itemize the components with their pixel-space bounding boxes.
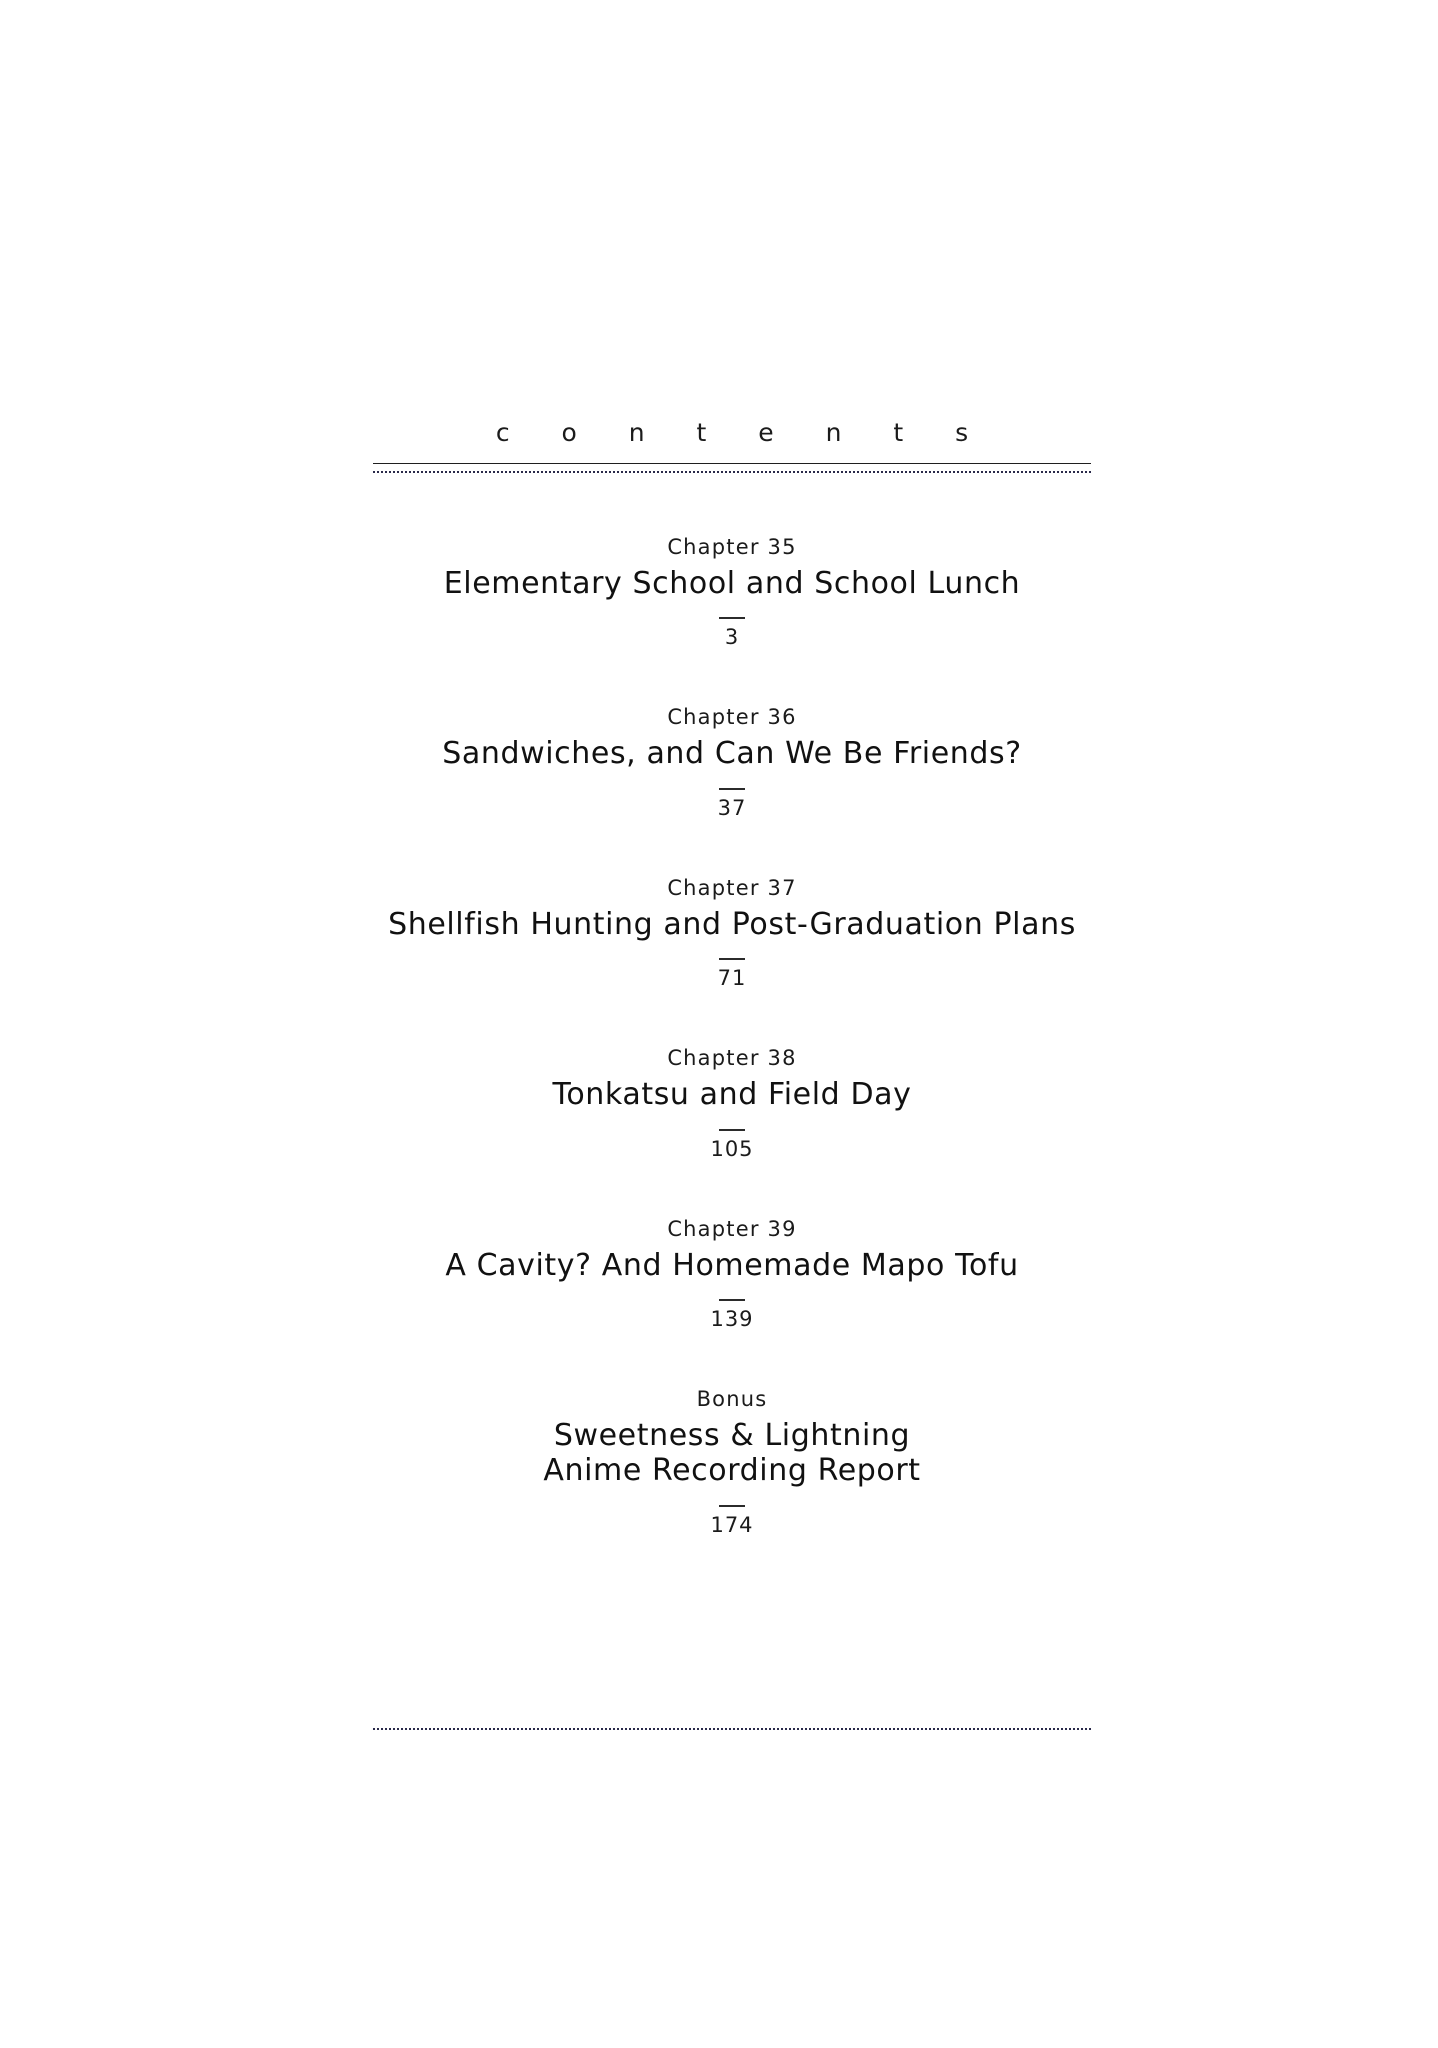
page-number: 3 <box>724 625 740 650</box>
chapter-label: Chapter 36 <box>667 705 797 730</box>
heading-divider-solid <box>373 463 1091 464</box>
toc-container <box>373 418 1091 1537</box>
bonus-label: Bonus <box>696 1386 768 1411</box>
chapter-title: Shellfish Hunting and Post-Graduation Plans <box>388 906 1076 942</box>
footer-divider-wrap <box>373 1728 1091 1730</box>
chapter-label: Chapter 38 <box>667 1046 797 1071</box>
page-number: 37 <box>717 795 747 820</box>
page-number: 139 <box>710 1306 754 1331</box>
chapter-title: Tonkatsu and Field Day <box>552 1077 912 1113</box>
page-number: 105 <box>710 1136 754 1161</box>
entry-dash <box>719 958 745 960</box>
chapter-label: Chapter 37 <box>667 875 797 900</box>
toc-entry[interactable] <box>373 705 1091 819</box>
entry-dash <box>719 788 745 790</box>
chapter-title: A Cavity? And Homemade Mapo Tofu <box>445 1247 1019 1283</box>
toc-entry[interactable] <box>373 535 1091 649</box>
page-number: 174 <box>710 1512 754 1537</box>
entry-dash <box>719 1299 745 1301</box>
toc-entry-list <box>373 535 1091 1537</box>
footer-divider-dotted <box>373 1728 1091 1730</box>
toc-entry[interactable] <box>373 876 1091 990</box>
toc-entry[interactable] <box>373 1217 1091 1331</box>
entry-dash <box>719 1505 745 1507</box>
page-number: 71 <box>717 966 747 991</box>
bonus-title-line2: Anime Recording Report <box>543 1453 921 1489</box>
entry-dash <box>719 1129 745 1131</box>
chapter-label: Chapter 39 <box>667 1216 797 1241</box>
entry-dash <box>719 617 745 619</box>
heading-divider-dotted <box>373 471 1091 473</box>
chapter-title: Sandwiches, and Can We Be Friends? <box>442 736 1022 772</box>
page-title: c o n t e n t s <box>495 418 991 447</box>
chapter-label: Chapter 35 <box>667 535 797 559</box>
toc-entry[interactable] <box>373 1046 1091 1160</box>
toc-entry-bonus[interactable] <box>373 1387 1091 1537</box>
bonus-title-line1: Sweetness & Lightning <box>553 1417 911 1453</box>
chapter-title: Elementary School and School Lunch <box>443 566 1021 601</box>
